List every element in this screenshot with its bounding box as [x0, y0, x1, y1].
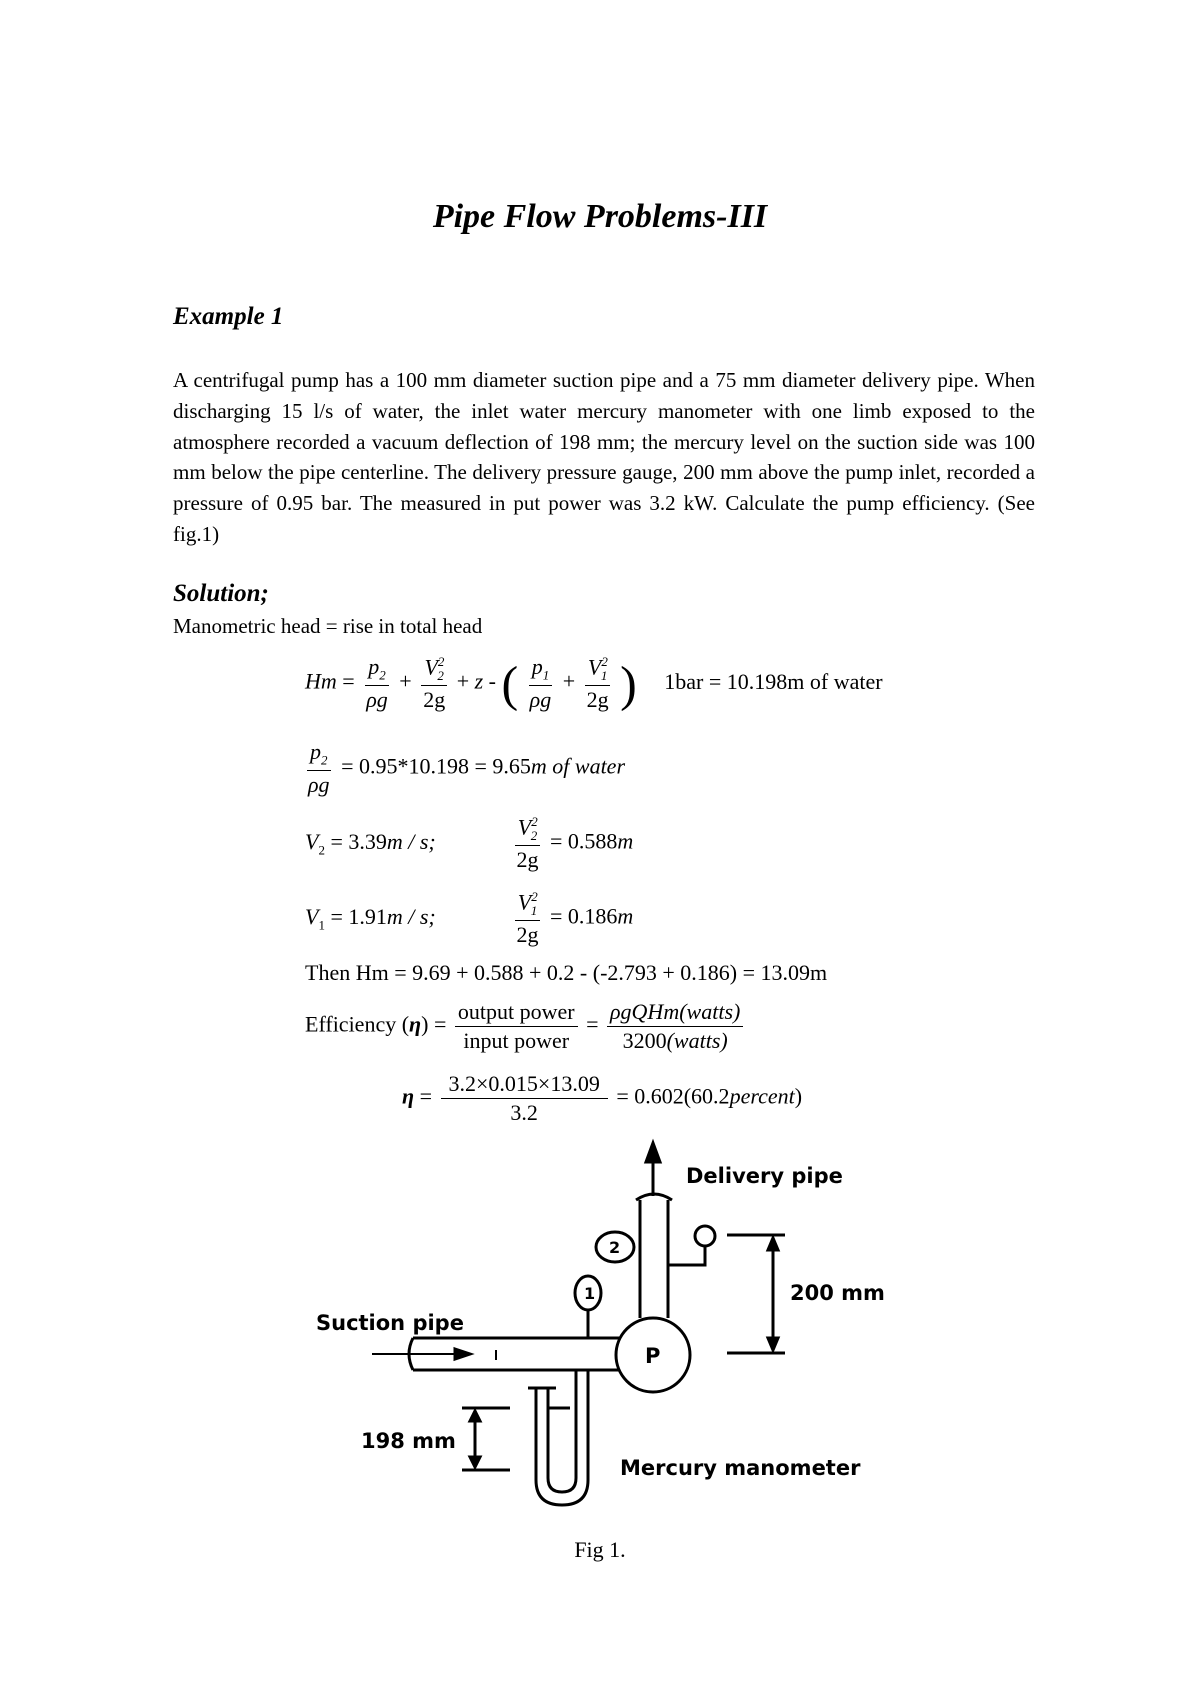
gauge-2-tube [668, 1245, 705, 1265]
manometric-head-line: Manometric head = rise in total head [173, 614, 483, 638]
pressure-term-2: $\frac{p_2}{\rho g}$ [366, 654, 388, 712]
eta-result-equation: η = $\frac{3.2\times 0.015\times 13.09}{3.2}$ = 0.602(60.2percent) [402, 1071, 803, 1126]
dim-198-label: 198 mm [361, 1429, 456, 1453]
solution-heading: Solution; [173, 580, 269, 607]
bar-conversion-note: 1bar = 10.198m of water [664, 668, 883, 694]
equation-v1: $V_1 = 1.91m / s$; $\frac{V^2_1}{2g}$ = 0.186m [305, 889, 634, 948]
velocity-term-1: $\frac{V^2_1}{2g}$ [586, 654, 609, 713]
manometer-label: Mercury manometer [620, 1456, 861, 1480]
equation-pressure-head: $\frac{p_2}{\rho g}$ = 0.95*10.198 = 9.65m of water [308, 739, 626, 797]
efficiency-equation: Efficiency (η) = $\frac{\text{output power}}{\text{input power}}$ = $\frac{\text{ρgQHm(watts)}}{\text{3200(watts)}}$ [305, 1000, 746, 1053]
figure-caption: Fig 1. [574, 1537, 626, 1562]
equation-total-head: Hm = $\frac{p_2}{\rho g}$ + $\frac{V^2_2}{2g}$ + z - ( $\frac{p_1}{\rho g}$ + $\frac{V^2_1}{2g}$ ) 1bar = 10.198m of water [305, 654, 883, 713]
pressure-term-1: $\frac{p_1}{\rho g}$ [529, 654, 552, 712]
problem-text: A centrifugal pump has a 100 mm diameter suction pipe and a 75 mm diameter delivery pipe. When discharging 15 l/s of water, the inlet water mercury manometer with one limb exposed to the atmosphere recorded a vacuum deflection of 198 mm; the mercury level on the suction side was 100 mm below the pipe centerline. The delivery pressure gauge, 200 mm above the pump inlet, recorded a pressure of 0.95 bar. The measured in put power was 3.2 kW. Calculate the pump efficiency. (See fig.1) [173, 368, 1035, 546]
delivery-gauge-bulb [695, 1226, 715, 1246]
dim-200-label: 200 mm [790, 1281, 885, 1305]
manometer-outer [536, 1370, 588, 1505]
hm-symbol: Hm [305, 668, 337, 694]
delivery-pipe-label: Delivery pipe [686, 1164, 843, 1188]
total-head-result: Then Hm = 9.69 + 0.588 + 0.2 - (-2.793 + 0.186) = 13.09m [305, 960, 828, 985]
suction-arrow-head [455, 1349, 470, 1359]
gauge-1-label: 1 [584, 1284, 596, 1303]
page-title: Pipe Flow Problems-III [432, 198, 768, 235]
delivery-arrow-head [646, 1143, 660, 1162]
dim-198-arrow-top [470, 1411, 480, 1421]
gauge-2-label: 2 [609, 1238, 621, 1257]
dim-198-arrow-bottom [470, 1457, 480, 1467]
example-heading: Example 1 [173, 303, 284, 330]
dim-200-arrow-top [768, 1238, 778, 1250]
suction-pipe-label: Suction pipe [316, 1311, 464, 1335]
delivery-pipe-break [636, 1194, 672, 1200]
dim-200-arrow-bottom [768, 1338, 778, 1350]
velocity-term-2: $\frac{V^2_2}{2g}$ [423, 654, 446, 713]
pump-label: P [645, 1344, 661, 1368]
equation-v2: $V_2 = 3.39m / s$; $\frac{V^2_2}{2g}$ = 0.588m [305, 814, 634, 873]
